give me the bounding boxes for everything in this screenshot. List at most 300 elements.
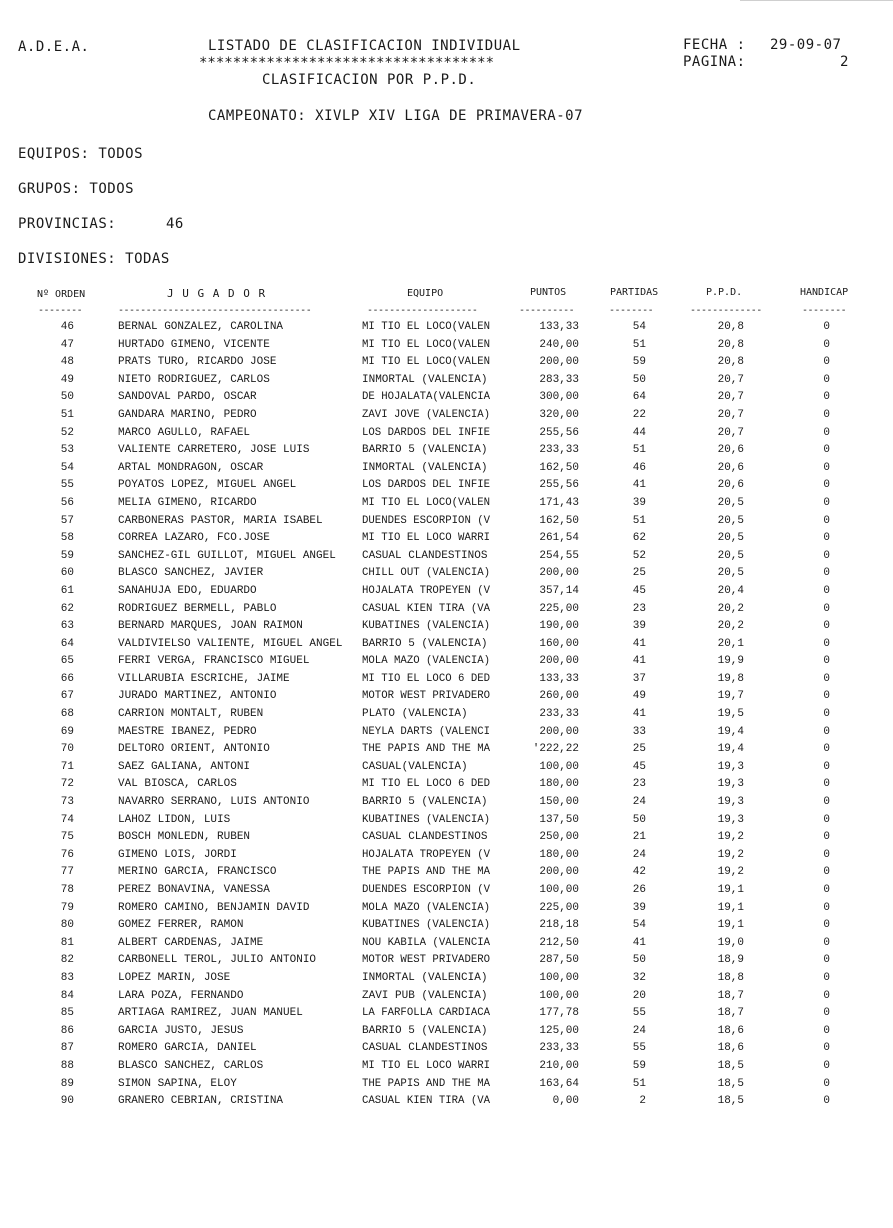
cell-equipo: BARRIO 5 (VALENCIA) (362, 444, 488, 457)
cell-equipo: KUBATINES (VALENCIA) (362, 620, 491, 633)
cell-handicap: 0 (823, 549, 830, 562)
cell-partidas: 45 (632, 584, 646, 597)
cell-handicap: 0 (823, 813, 830, 826)
cell-handicap: 0 (823, 496, 830, 509)
cell-orden: 72 (60, 778, 74, 791)
cell-ppd: 20,7 (717, 408, 744, 421)
cell-equipo: MI TIO EL LOCO 6 DED (362, 778, 491, 791)
cell-partidas: 39 (632, 901, 646, 914)
cell-equipo: LOS DARDOS DEL INFIE (362, 426, 491, 439)
cell-handicap: 0 (823, 760, 830, 773)
cell-handicap: 0 (823, 1024, 830, 1037)
filter-grupos: GRUPOS: TODOS (18, 181, 135, 197)
cell-jugador: CARRION MONTALT, RUBEN (118, 708, 264, 721)
cell-orden: 57 (60, 514, 74, 527)
cell-jugador: GARCIA JUSTO, JESUS (118, 1024, 244, 1037)
cell-equipo: MI TIO EL LOCO 6 DED (362, 672, 491, 685)
cell-partidas: 37 (632, 672, 646, 685)
cell-partidas: 41 (632, 708, 646, 721)
cell-jugador: SAEZ GALIANA, ANTONI (118, 760, 251, 773)
cell-equipo: MI TIO EL LOCO WARRI (362, 532, 491, 545)
table-row (0, 864, 893, 882)
cell-orden: 78 (60, 884, 74, 896)
cell-puntos: 233,33 (539, 708, 579, 721)
cell-ppd: 20,1 (717, 637, 744, 650)
cell-equipo: CASUAL KIEN TIRA (VA (362, 1095, 491, 1108)
cell-equipo: KUBATINES (VALENCIA) (362, 919, 491, 932)
cell-jugador: FERRI VERGA, FRANCISCO MIGUEL (118, 655, 310, 668)
cell-equipo: CHILL OUT (VALENCIA) (362, 567, 491, 580)
cell-orden: 69 (60, 725, 74, 738)
cell-partidas: 59 (632, 356, 646, 369)
cell-ppd: 20,2 (717, 620, 744, 633)
table-row (0, 618, 893, 636)
cell-jugador: GRANERO CEBRIAN, CRISTINA (118, 1095, 284, 1108)
cell-handicap: 0 (823, 848, 830, 861)
cell-puntos: 150,00 (539, 796, 579, 809)
cell-handicap: 0 (823, 1077, 830, 1090)
cell-orden: 49 (60, 373, 74, 386)
cell-ppd: 20,5 (717, 496, 744, 509)
cell-orden: 62 (60, 602, 74, 615)
cell-puntos: 283,33 (539, 373, 579, 386)
table-row (0, 1076, 893, 1094)
cell-jugador: VALDIVIELSO VALIENTE, MIGUEL ANGEL (118, 637, 343, 650)
cell-handicap: 0 (823, 461, 830, 474)
cell-puntos: 200,00 (539, 567, 579, 580)
cell-jugador: SANAHUJA EDO, EDUARDO (118, 584, 257, 597)
cell-partidas: 55 (632, 1007, 646, 1020)
dash-handicap: -------- (802, 305, 847, 316)
cell-puntos: 100,00 (539, 989, 579, 1002)
cell-puntos: 180,00 (539, 778, 579, 791)
cell-handicap: 0 (823, 954, 830, 967)
cell-partidas: 21 (632, 831, 646, 844)
cell-jugador: RODRIGUEZ BERMELL, PABLO (118, 602, 277, 615)
cell-handicap: 0 (823, 796, 830, 809)
classification-table (0, 319, 893, 1111)
cell-ppd: 19,1 (717, 884, 744, 896)
cell-puntos: 137,50 (539, 813, 579, 826)
cell-partidas: 46 (632, 461, 646, 474)
cell-orden: 74 (60, 813, 74, 826)
cell-handicap: 0 (823, 584, 830, 597)
cell-orden: 66 (60, 672, 74, 685)
cell-orden: 53 (60, 444, 74, 457)
cell-partidas: 33 (632, 725, 646, 738)
cell-jugador: BLASCO SANCHEZ, CARLOS (118, 1059, 264, 1072)
cell-puntos: 287,50 (539, 954, 579, 967)
cell-equipo: DUENDES ESCORPION (V (362, 884, 491, 896)
cell-ppd: 19,5 (717, 708, 744, 721)
cell-ppd: 19,3 (717, 813, 744, 826)
cell-jugador: LAHOZ LIDON, LUIS (118, 813, 231, 826)
cell-partidas: 41 (632, 637, 646, 650)
cell-orden: 67 (60, 690, 74, 703)
cell-partidas: 23 (632, 778, 646, 791)
cell-handicap: 0 (823, 1007, 830, 1020)
cell-partidas: 62 (632, 532, 646, 545)
cell-ppd: 20,7 (717, 373, 744, 386)
cell-partidas: 64 (632, 391, 646, 404)
cell-orden: 46 (60, 321, 74, 333)
cell-jugador: HURTADO GIMENO, VICENTE (118, 338, 270, 351)
cell-ppd: 19,2 (717, 831, 744, 844)
cell-equipo: CASUAL CLANDESTINOS (362, 549, 488, 562)
cell-jugador: ROMERO GARCIA, DANIEL (118, 1042, 257, 1055)
cell-ppd: 19,1 (717, 901, 744, 914)
cell-partidas: 45 (632, 760, 646, 773)
dash-equipo: -------------------- (367, 305, 478, 316)
cell-jugador: CORREA LAZARO, FCO.JOSE (118, 532, 270, 545)
cell-jugador: ARTIAGA RAMIREZ, JUAN MANUEL (118, 1007, 303, 1020)
cell-jugador: CARBONERAS PASTOR, MARIA ISABEL (118, 514, 323, 527)
cell-orden: 61 (60, 584, 74, 597)
cell-ppd: 19,7 (717, 690, 744, 703)
table-row (0, 952, 893, 970)
cell-equipo: MOTOR WEST PRIVADERO (362, 690, 491, 703)
table-row (0, 671, 893, 689)
cell-puntos: 163,64 (539, 1077, 579, 1090)
cell-jugador: ALBERT CARDENAS, JAIME (118, 936, 264, 949)
cell-handicap: 0 (823, 356, 830, 369)
cell-handicap: 0 (823, 672, 830, 685)
cell-equipo: BARRIO 5 (VALENCIA) (362, 1024, 488, 1037)
cell-orden: 82 (60, 954, 74, 967)
table-row (0, 688, 893, 706)
report-title: LISTADO DE CLASIFICACION INDIVIDUAL (208, 38, 521, 54)
cell-equipo: MI TIO EL LOCO WARRI (362, 1059, 491, 1072)
cell-partidas: 52 (632, 549, 646, 562)
cell-partidas: 23 (632, 602, 646, 615)
cell-jugador: BERNAL GONZALEZ, CAROLINA (118, 321, 284, 333)
cell-orden: 83 (60, 971, 74, 984)
cell-puntos: 200,00 (539, 655, 579, 668)
cell-jugador: ROMERO CAMINO, BENJAMIN DAVID (118, 901, 310, 914)
cell-handicap: 0 (823, 725, 830, 738)
cell-ppd: 18,5 (717, 1059, 744, 1072)
cell-puntos: 133,33 (539, 321, 579, 333)
cell-ppd: 19,2 (717, 866, 744, 879)
pagina-value: 2 (840, 54, 849, 70)
cell-ppd: 18,6 (717, 1024, 744, 1037)
cell-handicap: 0 (823, 778, 830, 791)
cell-orden: 63 (60, 620, 74, 633)
cell-handicap: 0 (823, 338, 830, 351)
cell-partidas: 50 (632, 954, 646, 967)
cell-partidas: 24 (632, 848, 646, 861)
cell-jugador: SANDOVAL PARDO, OSCAR (118, 391, 257, 404)
cell-handicap: 0 (823, 408, 830, 421)
cell-equipo: MI TIO EL LOCO(VALEN (362, 338, 491, 351)
dash-puntos: ---------- (519, 305, 575, 316)
cell-equipo: DUENDES ESCORPION (V (362, 514, 491, 527)
cell-puntos: 210,00 (539, 1059, 579, 1072)
cell-handicap: 0 (823, 971, 830, 984)
cell-orden: 87 (60, 1042, 74, 1055)
cell-puntos: 357,14 (539, 584, 579, 597)
cell-partidas: 24 (632, 1024, 646, 1037)
cell-jugador: SIMON SAPIÑA, ELOY (118, 1077, 237, 1090)
cell-ppd: 20,8 (717, 321, 744, 333)
cell-partidas: 39 (632, 496, 646, 509)
cell-puntos: 254,55 (539, 549, 579, 562)
cell-equipo: BARRIO 5 (VALENCIA) (362, 796, 488, 809)
cell-puntos: 212,50 (539, 936, 579, 949)
cell-ppd: 19,9 (717, 655, 744, 668)
cell-puntos: 100,00 (539, 884, 579, 896)
cell-partidas: 51 (632, 444, 646, 457)
cell-ppd: 19,3 (717, 778, 744, 791)
cell-puntos: 180,00 (539, 848, 579, 861)
cell-equipo: LOS DARDOS DEL INFIE (362, 479, 491, 492)
cell-jugador: MARCO AGULLO, RAFAEL (118, 426, 251, 439)
cell-partidas: 51 (632, 514, 646, 527)
cell-handicap: 0 (823, 989, 830, 1002)
cell-handicap: 0 (823, 391, 830, 404)
cell-ppd: 20,5 (717, 567, 744, 580)
cell-ppd: 18,9 (717, 954, 744, 967)
cell-partidas: 41 (632, 479, 646, 492)
campeonato: CAMPEONATO: XIVLP XIV LIGA DE PRIMAVERA-07 (208, 108, 584, 124)
cell-puntos: 171,43 (539, 496, 579, 509)
cell-puntos: 225,00 (539, 602, 579, 615)
cell-handicap: 0 (823, 743, 830, 756)
table-row (0, 900, 893, 918)
table-row (0, 636, 893, 654)
cell-ppd: 19,3 (717, 796, 744, 809)
cell-ppd: 19,8 (717, 672, 744, 685)
table-row (0, 706, 893, 724)
cell-orden: 88 (60, 1059, 74, 1072)
cell-ppd: 19,3 (717, 760, 744, 773)
cell-equipo: MOLA MAZO (VALENCIA) (362, 901, 491, 914)
cell-partidas: 49 (632, 690, 646, 703)
cell-handicap: 0 (823, 620, 830, 633)
pagina-label: PAGINA: (683, 54, 746, 70)
cell-equipo: CASUAL CLANDESTINOS (362, 1042, 488, 1055)
cell-handicap: 0 (823, 1095, 830, 1108)
cell-partidas: 39 (632, 620, 646, 633)
cell-orden: 81 (60, 936, 74, 949)
cell-orden: 80 (60, 919, 74, 932)
col-puntos: PUNTOS (530, 287, 567, 298)
cell-ppd: 20,4 (717, 584, 744, 597)
cell-orden: 86 (60, 1024, 74, 1037)
cell-ppd: 18,8 (717, 971, 744, 984)
cell-ppd: 19,1 (717, 919, 744, 932)
cell-partidas: 22 (632, 408, 646, 421)
cell-equipo: DE HOJALATA(VALENCIA (362, 391, 491, 404)
cell-partidas: 50 (632, 373, 646, 386)
dash-partidas: -------- (609, 305, 654, 316)
cell-equipo: THE PAPIS AND THE MA (362, 866, 491, 879)
cell-handicap: 0 (823, 426, 830, 439)
cell-jugador: MELIA GIMENO, RICARDO (118, 496, 257, 509)
table-row (0, 407, 893, 425)
cell-jugador: POYATOS LOPEZ, MIGUEL ANGEL (118, 479, 297, 492)
cell-orden: 47 (60, 338, 74, 351)
cell-orden: 68 (60, 708, 74, 721)
cell-equipo: CASUAL CLANDESTINOS (362, 831, 488, 844)
cell-equipo: INMORTAL (VALENCIA) (362, 461, 488, 474)
cell-handicap: 0 (823, 532, 830, 545)
cell-jugador: GANDARA MARIÑO, PEDRO (118, 408, 257, 421)
cell-orden: 79 (60, 901, 74, 914)
cell-partidas: 54 (632, 321, 646, 333)
cell-equipo: MI TIO EL LOCO(VALEN (362, 321, 491, 333)
cell-ppd: 20,8 (717, 356, 744, 369)
cell-jugador: SANCHEZ-GIL GUILLOT, MIGUEL ANGEL (118, 549, 336, 562)
cell-handicap: 0 (823, 567, 830, 580)
cell-equipo: HOJALATA TROPEYEN (V (362, 584, 491, 597)
cell-orden: 70 (60, 743, 74, 756)
cell-partidas: 25 (632, 743, 646, 756)
cell-partidas: 50 (632, 813, 646, 826)
table-row (0, 372, 893, 390)
cell-orden: 73 (60, 796, 74, 809)
cell-jugador: PRATS TURO, RICARDO JOSE (118, 356, 277, 369)
table-row (0, 847, 893, 865)
cell-ppd: 18,5 (717, 1077, 744, 1090)
table-row (0, 829, 893, 847)
cell-ppd: 20,5 (717, 549, 744, 562)
cell-puntos: '222,22 (532, 743, 579, 756)
cell-partidas: 54 (632, 919, 646, 932)
cell-puntos: 200,00 (539, 356, 579, 369)
cell-jugador: VAL BIOSCA, CARLOS (118, 778, 237, 791)
table-row (0, 1023, 893, 1041)
title-underline-stars: *********************************** (199, 55, 495, 71)
cell-partidas: 55 (632, 1042, 646, 1055)
cell-puntos: 133,33 (539, 672, 579, 685)
cell-orden: 77 (60, 866, 74, 879)
table-row (0, 530, 893, 548)
cell-jugador: MAESTRE IBAÑEZ, PEDRO (118, 725, 257, 738)
cell-partidas: 26 (632, 884, 646, 896)
table-row (0, 1058, 893, 1076)
table-row (0, 1005, 893, 1023)
cell-puntos: 261,54 (539, 532, 579, 545)
cell-equipo: HOJALATA TROPEYEN (V (362, 848, 491, 861)
cell-puntos: 100,00 (539, 971, 579, 984)
cell-equipo: PLATO (VALENCIA) (362, 708, 468, 721)
cell-orden: 90 (60, 1095, 74, 1108)
cell-puntos: 125,00 (539, 1024, 579, 1037)
cell-puntos: 177,78 (539, 1007, 579, 1020)
cell-puntos: 162,50 (539, 461, 579, 474)
cell-handicap: 0 (823, 690, 830, 703)
cell-orden: 89 (60, 1077, 74, 1090)
cell-orden: 58 (60, 532, 74, 545)
cell-partidas: 51 (632, 1077, 646, 1090)
filter-provincias-label: PROVINCIAS: (18, 216, 117, 232)
table-row (0, 988, 893, 1006)
cell-jugador: NAVARRO SERRANO, LUIS ANTONIO (118, 796, 310, 809)
cell-partidas: 42 (632, 866, 646, 879)
cell-orden: 64 (60, 637, 74, 650)
cell-ppd: 19,4 (717, 725, 744, 738)
cell-partidas: 32 (632, 971, 646, 984)
cell-partidas: 2 (639, 1095, 646, 1108)
cell-handicap: 0 (823, 1059, 830, 1072)
cell-ppd: 20,7 (717, 426, 744, 439)
cell-puntos: 300,00 (539, 391, 579, 404)
cell-equipo: LA FARFOLLA CARDIACA (362, 1007, 491, 1020)
cell-orden: 52 (60, 426, 74, 439)
table-row (0, 337, 893, 355)
table-row (0, 1040, 893, 1058)
cell-jugador: MERINO GARCIA, FRANCISCO (118, 866, 277, 879)
cell-orden: 84 (60, 989, 74, 1002)
col-handicap: HANDICAP (800, 287, 849, 298)
cell-puntos: 255,56 (539, 479, 579, 492)
cell-partidas: 25 (632, 567, 646, 580)
table-row (0, 935, 893, 953)
fecha-value: 29-09-07 (770, 37, 842, 53)
cell-orden: 48 (60, 356, 74, 369)
cell-jugador: GIMENO LOIS, JORDI (118, 848, 237, 861)
table-row (0, 583, 893, 601)
cell-orden: 56 (60, 496, 74, 509)
org-name: A.D.E.A. (18, 39, 90, 55)
cell-equipo: BARRIO 5 (VALENCIA) (362, 637, 488, 650)
cell-handicap: 0 (823, 637, 830, 650)
cell-ppd: 20,7 (717, 391, 744, 404)
cell-puntos: 240,00 (539, 338, 579, 351)
cell-equipo: INMORTAL (VALENCIA) (362, 971, 488, 984)
cell-equipo: INMORTAL (VALENCIA) (362, 373, 488, 386)
table-row (0, 776, 893, 794)
cell-ppd: 20,8 (717, 338, 744, 351)
table-row (0, 354, 893, 372)
cell-equipo: THE PAPIS AND THE MA (362, 1077, 491, 1090)
table-row (0, 741, 893, 759)
table-row (0, 601, 893, 619)
cell-handicap: 0 (823, 373, 830, 386)
table-row (0, 1093, 893, 1111)
cell-puntos: 260,00 (539, 690, 579, 703)
cell-equipo: NOU KABILA (VALENCIA (362, 936, 491, 949)
table-row (0, 882, 893, 900)
table-row (0, 477, 893, 495)
cell-puntos: 162,50 (539, 514, 579, 527)
cell-orden: 54 (60, 461, 74, 474)
filter-equipos: EQUIPOS: TODOS (18, 146, 144, 162)
cell-puntos: 218,18 (539, 919, 579, 932)
cell-puntos: 160,00 (539, 637, 579, 650)
cell-equipo: THE PAPIS AND THE MA (362, 743, 491, 756)
cell-jugador: CARBONELL TEROL, JULIO ANTONIO (118, 954, 317, 967)
cell-puntos: 255,56 (539, 426, 579, 439)
cell-equipo: CASUAL(VALENCIA) (362, 760, 468, 773)
cell-orden: 60 (60, 567, 74, 580)
cell-orden: 65 (60, 655, 74, 668)
cell-orden: 51 (60, 408, 74, 421)
cell-handicap: 0 (823, 655, 830, 668)
table-row (0, 389, 893, 407)
col-partidas: PARTIDAS (610, 287, 659, 298)
filter-divisiones: DIVISIONES: TODAS (18, 251, 170, 267)
cell-puntos: 190,00 (539, 620, 579, 633)
cell-orden: 85 (60, 1007, 74, 1020)
cell-handicap: 0 (823, 479, 830, 492)
table-row (0, 425, 893, 443)
cell-handicap: 0 (823, 514, 830, 527)
cell-equipo: ZAVI PUB (VALENCIA) (362, 989, 488, 1002)
cell-ppd: 20,6 (717, 461, 744, 474)
cell-handicap: 0 (823, 919, 830, 932)
